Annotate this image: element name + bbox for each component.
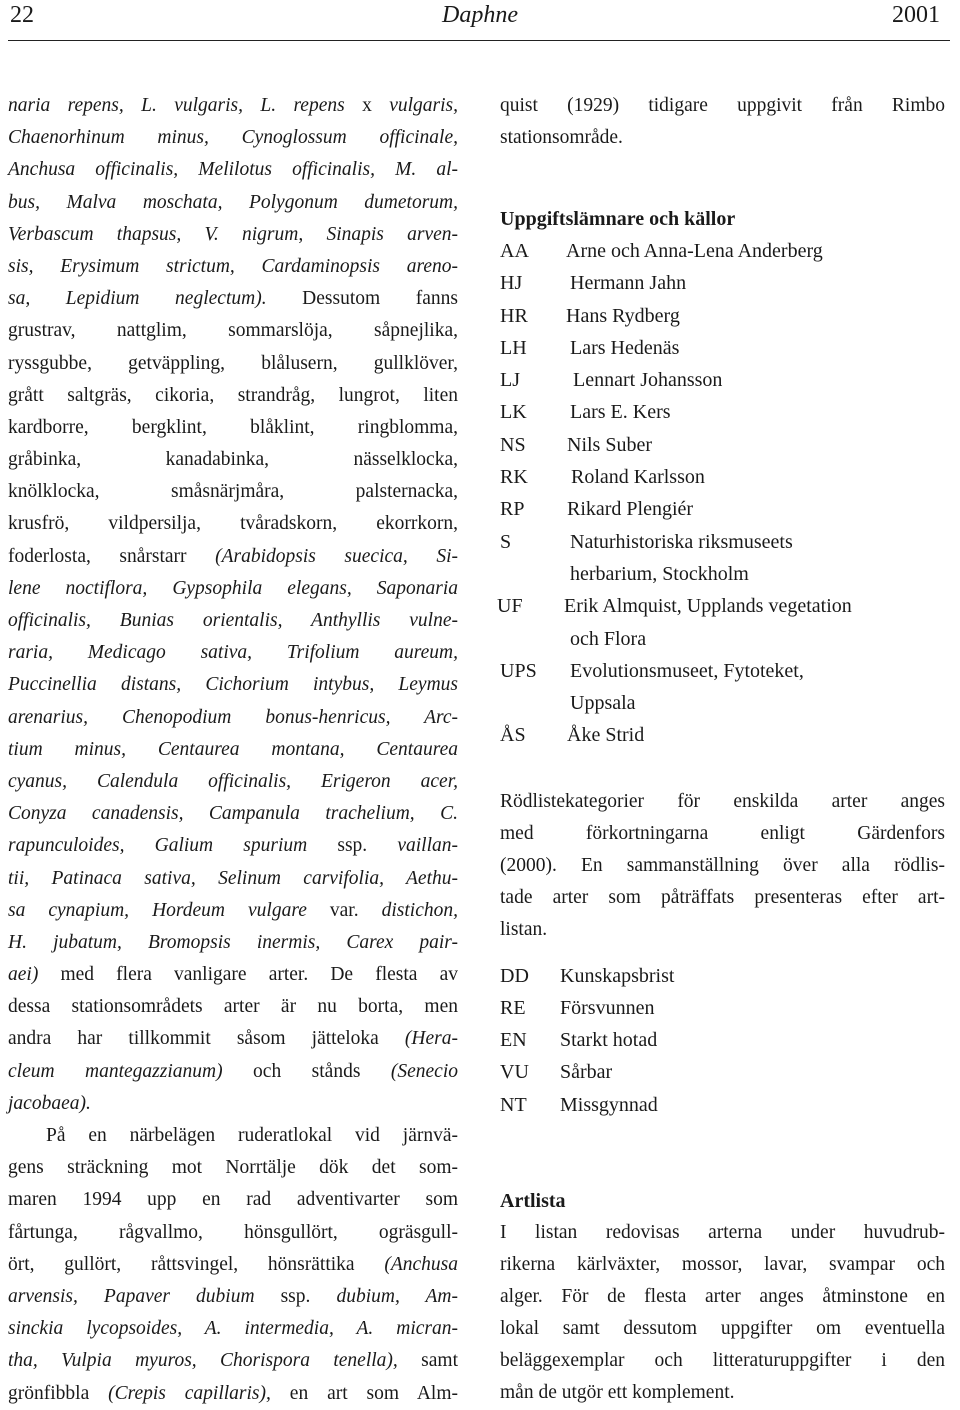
text-line: naria repens, L. vulgaris, L. repens x vulgaris, — [8, 95, 458, 116]
text-line: sa, Lepidium neglectum). Dessutom fanns — [8, 288, 458, 310]
text-line: tade arter som påträffats presenteras efter art- — [500, 886, 945, 908]
text-line: (2000). En sammanställning över alla rödlis- — [500, 854, 945, 876]
source-row: ÅS Åke Strid — [500, 724, 645, 747]
text-line: foderlosta, snårstarr (Arabidopsis suecica, Si- — [8, 545, 458, 567]
text-line: cyanus, Calendula officinalis, Erigeron acer, — [8, 770, 458, 792]
source-row: RK Roland Karlsson — [500, 466, 705, 489]
text-line: rapunculoides, Galium spurium ssp. vaillan- — [8, 835, 458, 857]
category-row: VU Sårbar — [500, 1061, 613, 1084]
text-line: sinckia lycopsoides, A. intermedia, A. micran- — [8, 1318, 458, 1340]
text-line: Conyza canadensis, Campanula trachelium, C. — [8, 803, 458, 825]
sources-heading: Uppgiftslämnare och källor — [500, 208, 736, 230]
journal-title: Daphne — [442, 2, 518, 28]
category-row: NT Missgynnad — [500, 1093, 658, 1116]
text-line: I listan redovisas arterna under huvudrub- — [500, 1221, 945, 1243]
text-line: rikerna kärlväxter, mossor, lavar, svampar och — [500, 1253, 945, 1275]
text-line: arvensis, Papaver dubium ssp. dubium, Am- — [8, 1285, 458, 1307]
source-row: LK Lars E. Kers — [500, 401, 671, 424]
text-line: aei) med flera vanligare arter. De flesta av — [8, 964, 458, 986]
text-line: dessa stationsområdets arter är nu borta, men — [8, 996, 458, 1018]
source-row: herbarium, Stockholm — [570, 562, 749, 585]
text-line: stationsområde. — [500, 127, 623, 148]
year: 2001 — [892, 2, 940, 28]
text-line: Puccinellia distans, Cichorium intybus, Leymus — [8, 674, 458, 696]
source-row: NS Nils Suber — [500, 433, 652, 456]
text-line: Anchusa officinalis, Melilotus officinalis, M. al- — [8, 159, 458, 181]
text-line: med förkortningarna enligt Gärdenfors — [500, 822, 945, 844]
text-line: sa cynapium, Hordeum vulgare var. distichon, — [8, 899, 458, 921]
text-line: lene noctiflora, Gypsophila elegans, Saponaria — [8, 577, 458, 599]
intro-paragraph — [500, 90, 945, 154]
page-number: 22 — [10, 2, 34, 28]
text-line: fårtunga, rågvallmo, hönsgullört, ogräsgull- — [8, 1221, 458, 1243]
text-line: andra har tillkommit såsom jätteloka (Hera- — [8, 1028, 458, 1050]
source-row: S Naturhistoriska riksmuseets — [500, 530, 793, 553]
text-line: lokal samt dessutom uppgifter om eventuella — [500, 1317, 945, 1339]
text-line: quist (1929) tidigare uppgivit från Rimbo — [500, 95, 945, 116]
left-column — [8, 90, 458, 1410]
source-row: HJ Hermann Jahn — [500, 272, 687, 295]
source-row: LH Lars Hedenäs — [500, 336, 680, 359]
text-line: raria, Medicago sativa, Trifolium aureum, — [8, 642, 458, 664]
artlista-heading: Artlista — [500, 1189, 566, 1212]
text-line: bus, Malva moschata, Polygonum dumetorum, — [8, 191, 458, 213]
text-line: sis, Erysimum strictum, Cardaminopsis areno- — [8, 255, 458, 277]
text-line: grått saltgräs, cikoria, strandråg, lungrot, liten — [8, 384, 458, 406]
text-line: grönfibbla (Crepis capillaris), en art som Alm- — [8, 1382, 458, 1404]
source-row: RP Rikard Plengiér — [500, 498, 694, 521]
text-line: beläggexemplar och litteraturuppgifter i den — [500, 1349, 945, 1371]
text-line: Chaenorhinum minus, Cynoglossum officinale, — [8, 127, 458, 149]
text-line: tium minus, Centaurea montana, Centaurea — [8, 738, 458, 760]
source-row: LJ Lennart Johansson — [500, 369, 723, 392]
text-line: gråbinka, kanadabinka, nässelklocka, — [8, 449, 458, 471]
text-line: krusfrö, vildpersilja, tvåradskorn, ekorrkorn, — [8, 513, 458, 535]
text-line: tii, Patinaca sativa, Selinum carvifolia, Aethu- — [8, 867, 458, 889]
category-list — [500, 960, 945, 1121]
text-line: jacobaea). — [8, 1092, 91, 1114]
source-row: Uppsala — [570, 692, 636, 715]
category-row: RE Försvunnen — [500, 996, 655, 1019]
source-row: UF Erik Almquist, Upplands vegetation — [497, 595, 852, 618]
text-line: listan. — [500, 918, 548, 940]
text-line: officinalis, Bunias orientalis, Anthyllis vulne- — [8, 610, 458, 631]
text-line: H. jubatum, Bromopsis inermis, Carex pair- — [8, 931, 458, 953]
category-row: DD Kunskapsbrist — [500, 964, 675, 987]
sources-list — [497, 235, 945, 752]
text-line: Rödlistekategorier för enskilda arter anges — [500, 790, 945, 812]
text-line: tha, Vulpia myuros, Chorispora tenella), samt — [8, 1350, 458, 1372]
text-line: gens sträckning mot Norrtälje dök det som- — [8, 1157, 458, 1179]
text-line: alger. För de flesta arter anges åtminstone en — [500, 1285, 945, 1307]
artlista-paragraph — [500, 1217, 945, 1409]
text-line: cleum mantegazzianum) och stånds (Senecio — [8, 1060, 458, 1082]
source-row: AA Arne och Anna-Lena Anderberg — [500, 240, 823, 262]
text-line: maren 1994 upp en rad adventivarter som — [8, 1189, 458, 1211]
right-column — [497, 90, 945, 1409]
source-row: UPS Evolutionsmuseet, Fytoteket, — [500, 659, 804, 682]
running-header — [0, 0, 960, 30]
redlist-paragraph — [500, 786, 945, 946]
header-rule — [8, 40, 950, 41]
text-line: Verbascum thapsus, V. nigrum, Sinapis arven- — [8, 223, 458, 245]
text-line: grustrav, nattglim, sommarslöja, såpnejlika, — [8, 320, 458, 342]
text-line: ryssgubbe, getväppling, blålusern, gullklöver, — [8, 352, 458, 374]
text-line: knölklocka, småsnärjmåra, palsternacka, — [8, 481, 458, 503]
text-line: ört, gullört, råttsvingel, hönsrättika (Anchusa — [8, 1253, 458, 1275]
text-line: På en närbelägen ruderatlokal vid järnvä- — [46, 1125, 458, 1146]
category-row: EN Starkt hotad — [500, 1029, 658, 1052]
text-line: kardborre, bergklint, blåklint, ringblomma, — [8, 416, 458, 438]
text-line: mån de utgör ett komplement. — [500, 1381, 735, 1403]
source-row: HR Hans Rydberg — [500, 304, 680, 327]
text-line: arenarius, Chenopodium bonus-henricus, Arc- — [8, 706, 458, 728]
source-row: och Flora — [570, 627, 647, 650]
